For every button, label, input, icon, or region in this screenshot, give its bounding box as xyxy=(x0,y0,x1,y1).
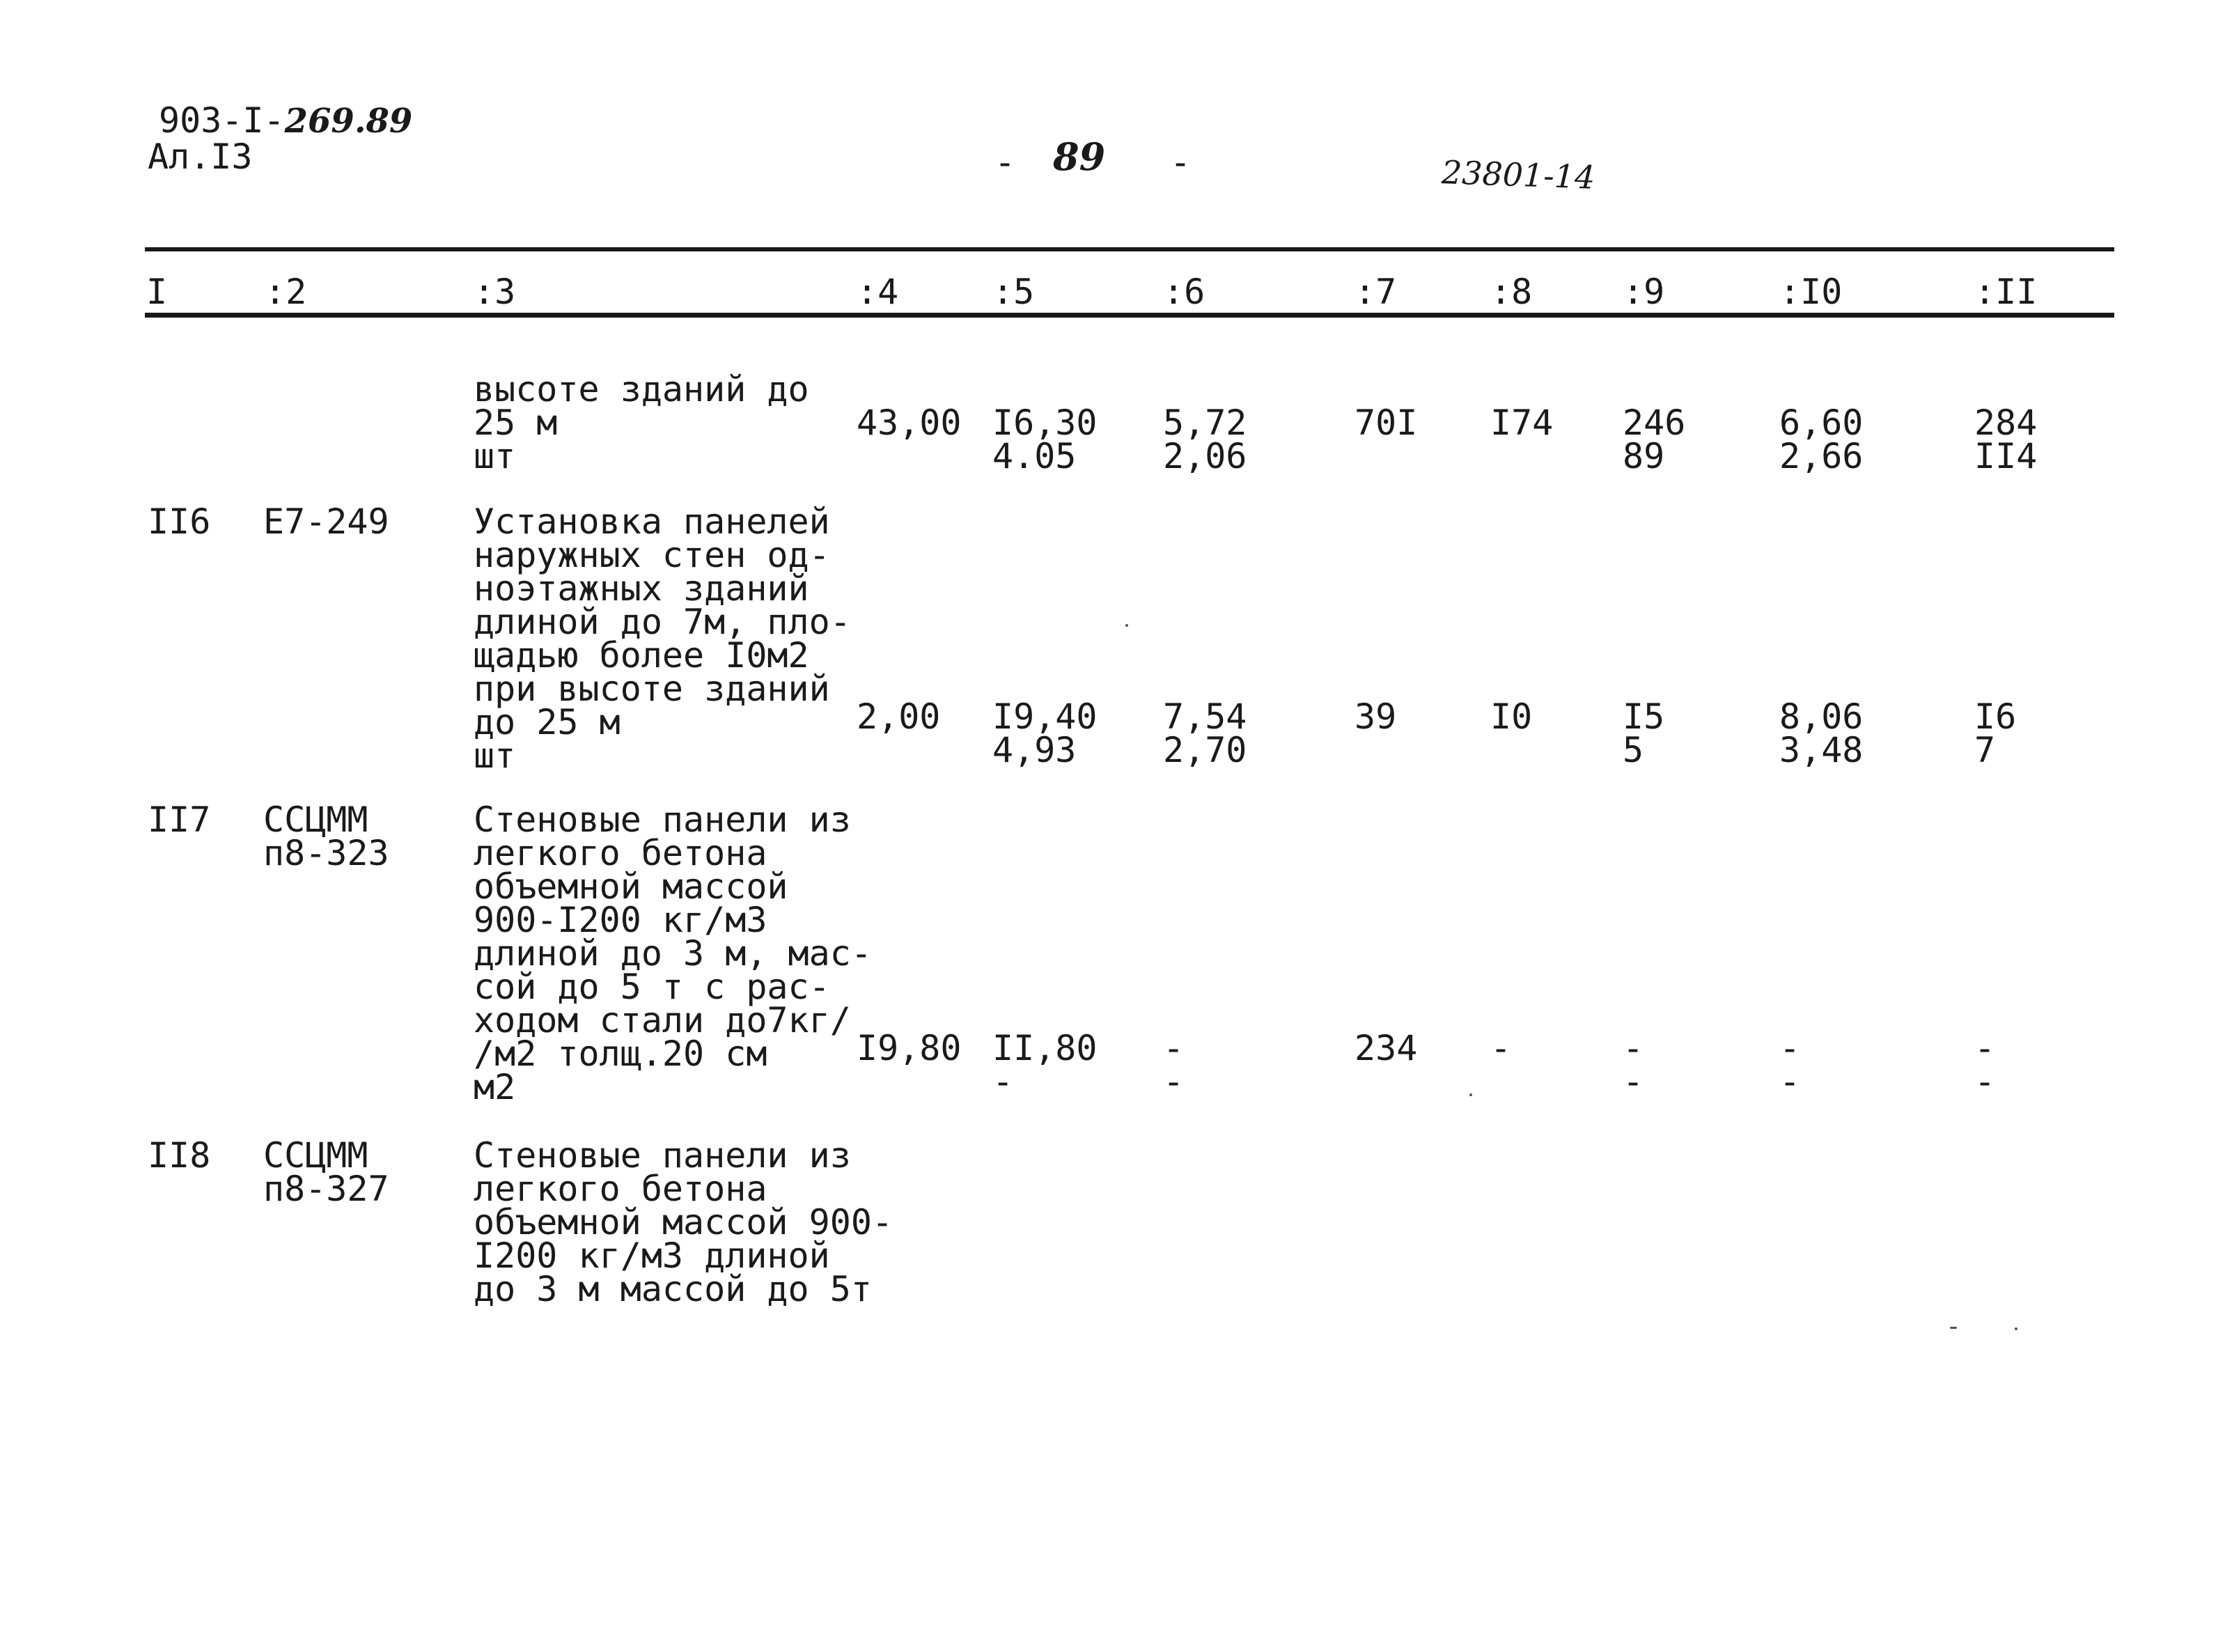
document-code xyxy=(159,100,413,141)
cell-col9-bottom: 5 xyxy=(1623,730,1644,770)
cell-col9-top: I5 xyxy=(1623,696,1665,737)
cell-col10-bottom: 3,48 xyxy=(1779,730,1864,770)
row-description: Стеновые панели из легкого бетона объемной массой 900-I200 кг/м3 длиной до 3 м, мас- сой до 5 т с рас- ходом стали до7кг/ /м2 толщ.20 см м2 xyxy=(474,800,872,1107)
scan-speck xyxy=(2015,1327,2017,1330)
cell-col4: 2,00 xyxy=(857,696,941,737)
scan-speck xyxy=(1125,624,1128,627)
column-header-2: :2 xyxy=(265,272,307,312)
column-header-1: I xyxy=(146,272,168,312)
scan-speck xyxy=(1950,1327,1957,1329)
column-header-7: :7 xyxy=(1354,272,1397,312)
cell-col11-bottom: - xyxy=(1974,1061,1996,1102)
cell-col5-top: I9,40 xyxy=(992,696,1098,737)
album-number: Ал.I3 xyxy=(148,137,253,177)
cell-col6-top: 7,54 xyxy=(1163,696,1247,737)
column-header-9: :9 xyxy=(1623,272,1665,312)
page-dash-left: - xyxy=(994,142,1016,182)
row-description: Стеновые панели из легкого бетона объемной массой 900- I200 кг/м3 длиной до 3 м массой до 5т xyxy=(474,1135,893,1309)
row-number: II8 xyxy=(148,1135,211,1176)
scan-speck xyxy=(1469,1093,1472,1096)
row-code-line2: п8-327 xyxy=(263,1169,389,1209)
cell-col7: 70I xyxy=(1354,403,1418,443)
row-description: Установка панелей наружных стен од- ноэтажных зданий длиной до 7м, пло- щадью более I0м2 при высоте зданий до 25 м шт xyxy=(474,501,851,776)
column-header-6: :6 xyxy=(1163,272,1205,312)
cell-col10-bottom: 2,66 xyxy=(1779,436,1864,476)
row-description: высоте зданий до 25 м шт xyxy=(474,369,809,476)
cell-col10-top: - xyxy=(1779,1028,1801,1068)
column-header-5: :5 xyxy=(992,272,1035,312)
column-header-11: :II xyxy=(1974,272,2038,312)
cell-col6-bottom: 2,70 xyxy=(1163,730,1247,770)
row-number: II6 xyxy=(148,501,211,542)
cell-col5-bottom: 4,93 xyxy=(992,730,1077,770)
column-header-8: :8 xyxy=(1490,272,1533,312)
cell-col5-bottom: 4.05 xyxy=(992,436,1077,476)
column-header-3: :3 xyxy=(474,272,516,312)
cell-col8: I74 xyxy=(1490,403,1554,443)
cell-col5-top: II,80 xyxy=(992,1028,1098,1068)
cell-col4: I9,80 xyxy=(857,1028,962,1068)
cell-col7: 39 xyxy=(1354,696,1397,737)
column-header-4: :4 xyxy=(857,272,899,312)
page-dash-right: - xyxy=(1170,142,1192,182)
cell-col10-top: 8,06 xyxy=(1779,696,1864,737)
page-number: 89 xyxy=(1053,134,1106,179)
cell-col9-top: - xyxy=(1623,1028,1644,1068)
cell-col11-bottom: II4 xyxy=(1974,436,2038,476)
cell-col9-top: 246 xyxy=(1623,403,1686,443)
row-code: Е7-249 xyxy=(263,501,389,542)
archive-number: 23801-14 xyxy=(1441,153,1596,196)
cell-col10-bottom: - xyxy=(1779,1061,1801,1102)
cell-col11-top: 284 xyxy=(1974,403,2038,443)
cell-col4: 43,00 xyxy=(857,403,962,443)
cell-col9-bottom: 89 xyxy=(1623,436,1665,476)
cell-col6-bottom: 2,06 xyxy=(1163,436,1247,476)
cell-col8: I0 xyxy=(1490,696,1533,737)
cell-col6-top: 5,72 xyxy=(1163,403,1247,443)
document-code-print: 903-I- xyxy=(159,100,285,141)
cell-col11-bottom: 7 xyxy=(1974,730,1996,770)
cell-col6-top: - xyxy=(1163,1028,1185,1068)
column-header-10: :I0 xyxy=(1779,272,1843,312)
cell-col7: 234 xyxy=(1354,1028,1418,1068)
cell-col11-top: I6 xyxy=(1974,696,2017,737)
cell-col10-top: 6,60 xyxy=(1779,403,1864,443)
cell-col5-bottom: - xyxy=(992,1061,1014,1102)
row-code: ССЦММ xyxy=(263,800,368,840)
row-code-line2: п8-323 xyxy=(263,833,389,873)
cell-col8: - xyxy=(1490,1028,1512,1068)
row-number: II7 xyxy=(148,800,211,840)
cell-col6-bottom: - xyxy=(1163,1061,1185,1102)
cell-col11-top: - xyxy=(1974,1028,1996,1068)
cell-col9-bottom: - xyxy=(1623,1061,1644,1102)
table-top-rule xyxy=(145,247,2114,251)
document-code-handwritten: 269.89 xyxy=(284,102,413,141)
cell-col5-top: I6,30 xyxy=(992,403,1098,443)
row-code: ССЦММ xyxy=(263,1135,368,1176)
table-header-rule xyxy=(145,313,2114,318)
